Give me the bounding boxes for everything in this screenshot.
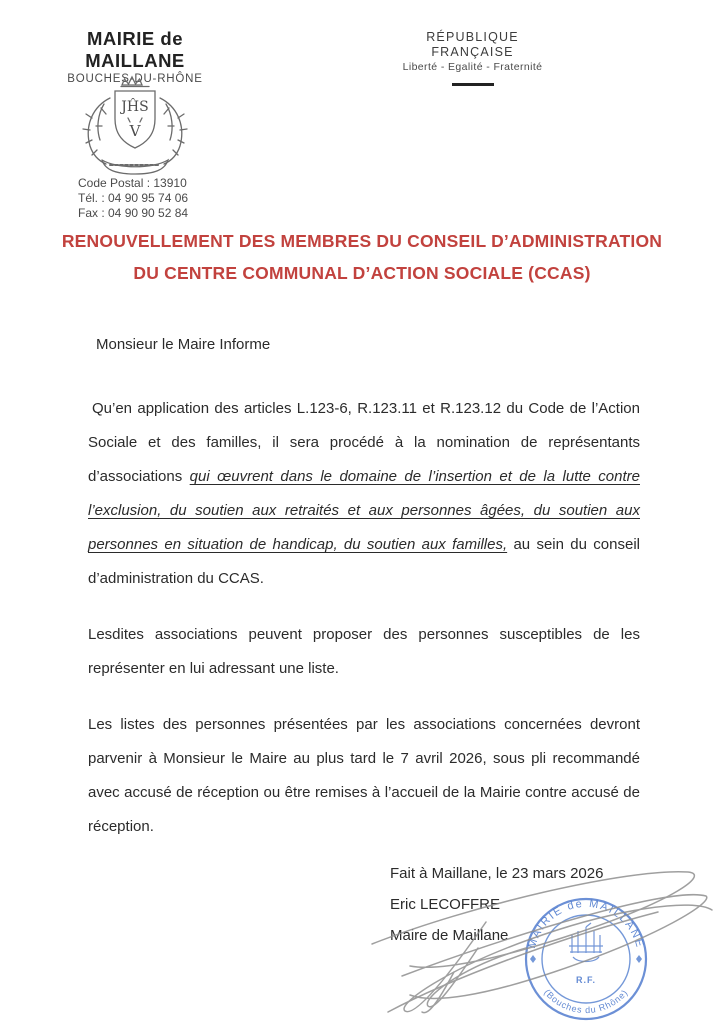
document-title bbox=[40, 225, 684, 289]
header-divider bbox=[452, 83, 494, 86]
crest-monogram: JĤS bbox=[121, 99, 149, 115]
paragraph-1-post: au sein du conseil d’administration du CCAS. bbox=[88, 536, 640, 587]
official-stamp bbox=[512, 893, 660, 1024]
paragraph-1 bbox=[88, 392, 640, 596]
paragraph-1-emphasis: qui œuvrent dans le domaine de l’insertion et de la lutte contre l’exclusion, du soutien aux retraités et aux personnes âgées, du soutien aux personnes en situation de handicap, du soutien aux familles, bbox=[88, 468, 640, 553]
signatory-role: Maire de Maillane bbox=[390, 927, 509, 944]
stamp-text-bottom: (Bouches du Rhône) bbox=[542, 987, 630, 1016]
stamp-text-center: R.F. bbox=[575, 975, 597, 985]
paragraph-1-pre: Qu’en application des articles L.123-6, R.123.11 et R.123.12 du Code de l’Action Sociale et des familles, il sera procédé à la nomination de représentants d’associations bbox=[88, 400, 640, 485]
letterhead-right bbox=[385, 30, 560, 86]
title-line-2: DU CENTRE COMMUNAL D’ACTION SOCIALE (CCAS) bbox=[133, 263, 591, 283]
paragraph-2: Lesdites associations peuvent proposer des personnes susceptibles de les représenter en lui adressant une liste. bbox=[88, 626, 640, 677]
code-postal: Code Postal : 13910 bbox=[78, 176, 187, 190]
motto-label: Liberté - Egalité - Fraternité bbox=[402, 61, 543, 73]
salutation: Monsieur le Maire Informe bbox=[96, 336, 271, 353]
coat-of-arms-icon bbox=[70, 70, 200, 175]
title-line-1: RENOUVELLEMENT DES MEMBRES DU CONSEIL D’ADMINISTRATION bbox=[61, 231, 663, 251]
crest-v: V bbox=[129, 122, 141, 140]
stamp-text-top: MAIRIE de MAILLANE bbox=[526, 897, 646, 950]
contact-block bbox=[78, 176, 188, 220]
telephone: Tél. : 04 90 95 74 06 bbox=[78, 190, 189, 205]
paragraph-3: Les listes des personnes présentées par les associations concernées devront parvenir à Monsieur le Maire au plus tard le 7 avril 2026, sous pli recommandé avec accusé de réception ou être remises à l’accueil de la Mairie contre accusé de réception. bbox=[88, 716, 640, 835]
signatory-name: Eric LECOFFRE bbox=[390, 896, 501, 913]
org-name: MAIRIE de MAILLANE bbox=[85, 28, 185, 71]
republic-label: RÉPUBLIQUE FRANÇAISE bbox=[426, 30, 519, 59]
place-date: Fait à Maillane, le 23 mars 2026 bbox=[390, 865, 604, 882]
org-department: BOUCHES-DU-RHÔNE bbox=[67, 73, 203, 85]
fax: Fax : 04 90 90 52 84 bbox=[78, 205, 189, 220]
